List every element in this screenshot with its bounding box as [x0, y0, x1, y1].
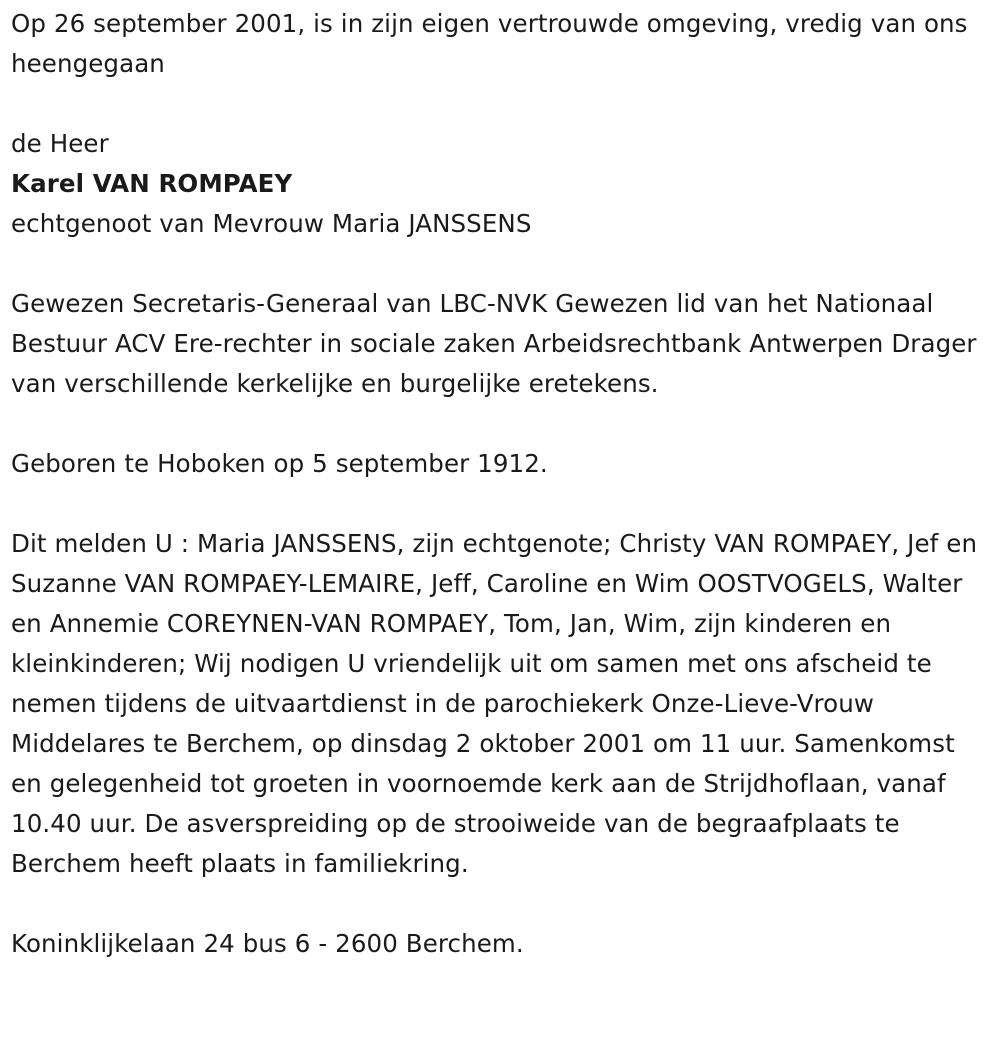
honorific: de Heer — [11, 129, 109, 158]
career-paragraph: Gewezen Secretaris-Generaal van LBC-NVK Gewezen lid van het Nationaal Bestuur ACV Ere-rechter in sociale zaken Arbeidsrechtbank Antwerpen Drager van verschillende kerkelijke en burgelijke eretekens. — [11, 289, 977, 398]
spouse-line: echtgenoot van Mevrouw Maria JANSSENS — [11, 209, 532, 238]
intro-paragraph: Op 26 september 2001, is in zijn eigen vertrouwde omgeving, vredig van ons heengegaan — [11, 9, 968, 78]
birth-line: Geboren te Hoboken op 5 september 1912. — [11, 449, 548, 478]
deceased-name: Karel VAN ROMPAEY — [11, 169, 293, 198]
address-line: Koninklijkelaan 24 bus 6 - 2600 Berchem. — [11, 929, 524, 958]
announcement-paragraph: Dit melden U : Maria JANSSENS, zijn echtgenote; Christy VAN ROMPAEY, Jef en Suzanne VAN ROMPAEY-LEMAIRE, Jeff, Caroline en Wim OOSTVOGELS, Walter en Annemie COREYNEN-VAN ROMPAEY, Tom, Jan, Wim, zijn kinderen en kleinkinderen; Wij nodigen U vriendelijk uit om samen met ons afscheid te nemen tijdens de uitvaartdienst in de parochiekerk Onze-Lieve-Vrouw Middelares te Berchem, op dinsdag 2 oktober 2001 om 11 uur. Samenkomst en gelegenheid tot groeten in voornoemde kerk aan de Strijdhoflaan, vanaf 10.40 uur. De asverspreiding op de strooiweide van de begraafplaats te Berchem heeft plaats in familiekring. — [11, 529, 978, 878]
obituary-notice — [11, 4, 991, 964]
